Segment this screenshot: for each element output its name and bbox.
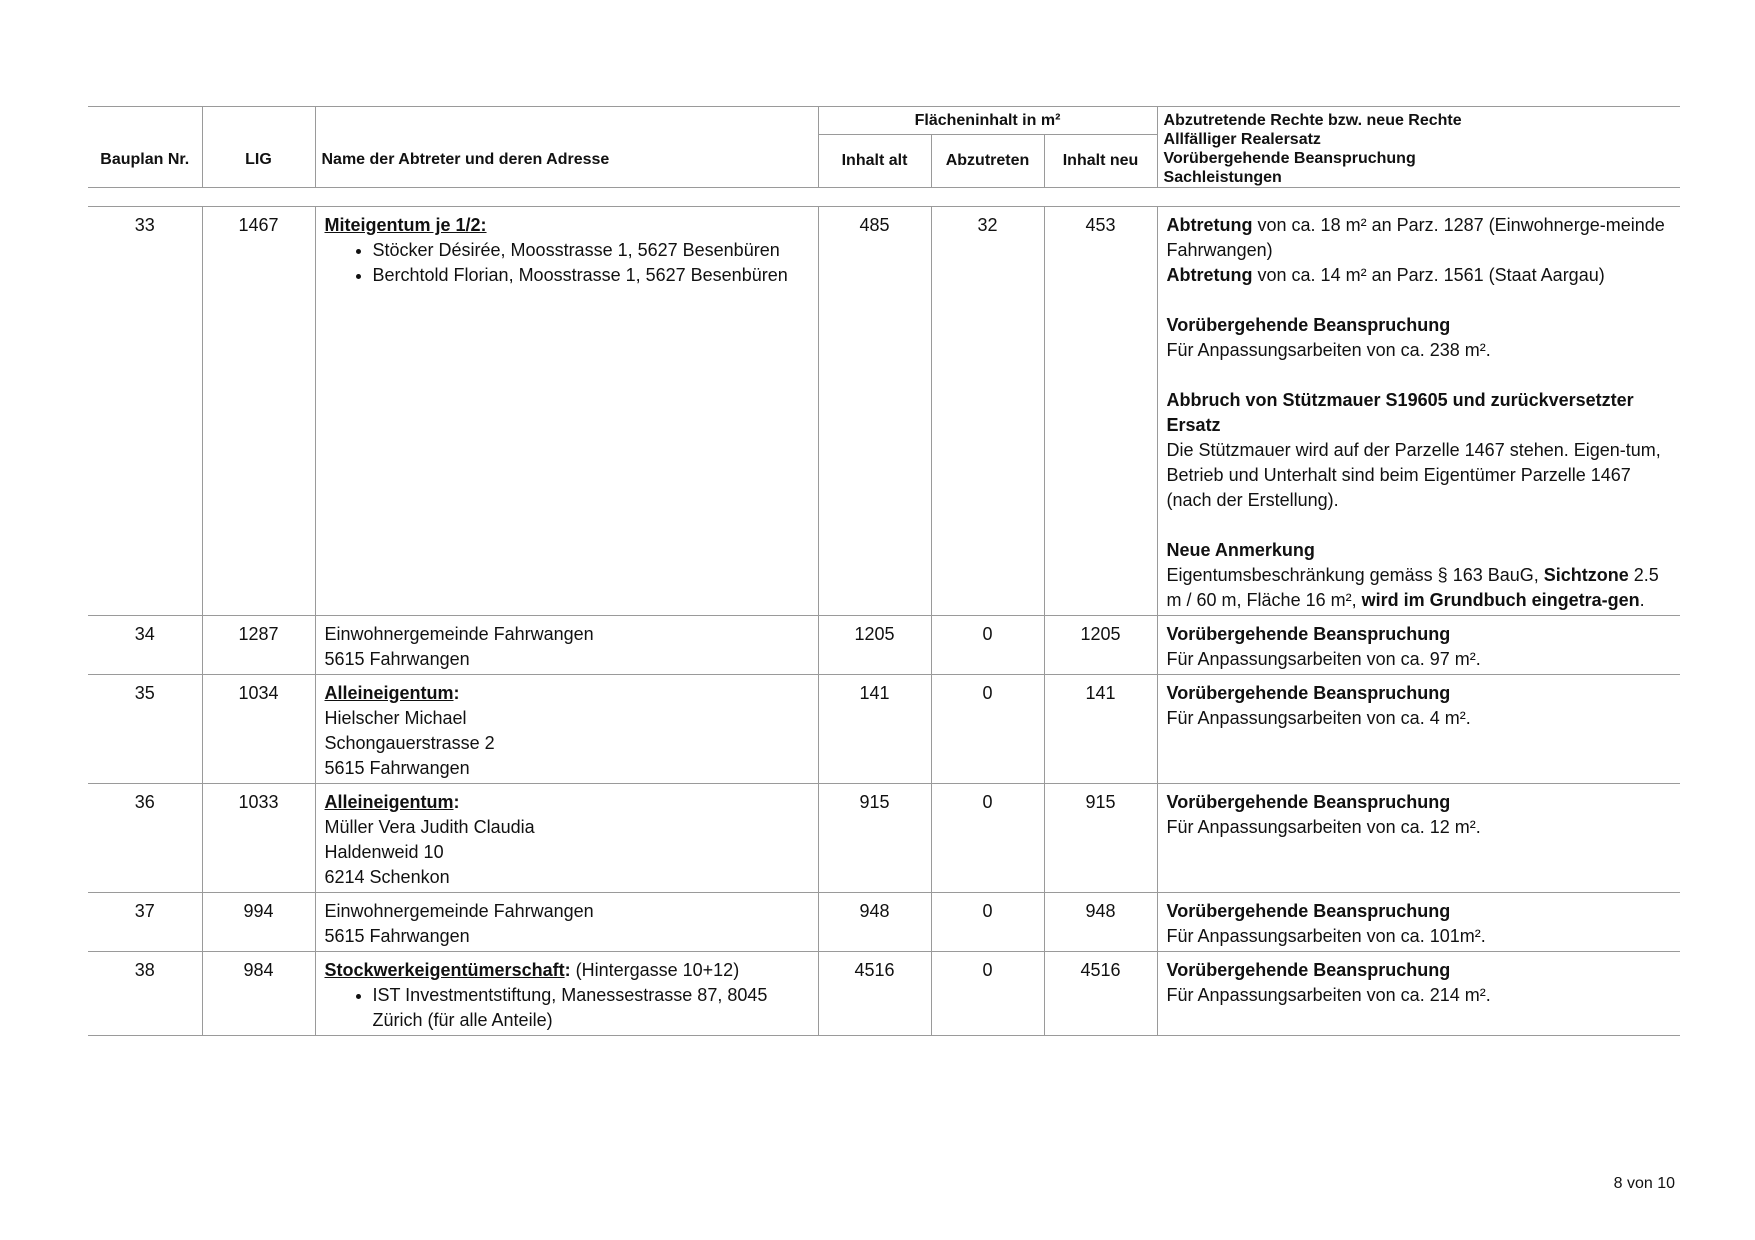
abtretung-line: [1167, 263, 1672, 288]
abzutreten-cell: 0: [931, 616, 1044, 675]
anm-text: .: [1639, 590, 1645, 610]
inhalt-alt-cell: 485: [818, 207, 931, 616]
owner-line: 5615 Fahrwangen: [324, 649, 470, 669]
list-item: • Berchtold Florian, Moosstrasse 1, 5627 Besenbüren: [373, 263, 809, 288]
lig-cell: 994: [202, 893, 315, 952]
owner-line: Schongauerstrasse 2: [324, 733, 495, 753]
owner-heading: Alleineigentum: [324, 792, 454, 812]
vb-title: Vorübergehende Beanspruchung: [1166, 901, 1451, 921]
abtretung-label: Abtretung: [1166, 215, 1253, 235]
table-row: [88, 616, 1680, 675]
owner-list: [325, 238, 809, 288]
document-page: [88, 106, 1680, 1036]
bauplan-cell: 36: [88, 784, 202, 893]
rechte-cell: [1157, 893, 1680, 952]
header-lig: LIG: [202, 107, 315, 188]
vb-title: Vorübergehende Beanspruchung: [1166, 960, 1451, 980]
abzutreten-cell: 0: [931, 952, 1044, 1036]
owner-line: 5615 Fahrwangen: [324, 926, 470, 946]
owner-heading-line: Stockwerkeigentümerschaft: (Hintergasse 10+12): [324, 960, 740, 980]
page-number: 8 von 10: [1613, 1175, 1675, 1192]
inhalt-neu-cell: 141: [1044, 675, 1157, 784]
abtretung-label: Abtretung: [1166, 265, 1253, 285]
abzutreten-cell: 0: [931, 893, 1044, 952]
owner-line: Haldenweid 10: [324, 842, 444, 862]
header-abzutreten: Abzutreten: [931, 135, 1044, 188]
header-name: Name der Abtreter und deren Adresse: [315, 107, 818, 188]
owner-line: Hielscher Michael: [324, 708, 467, 728]
owner-line: 6214 Schenkon: [324, 867, 450, 887]
owner-heading: Alleineigentum: [324, 683, 454, 703]
vb-title: Vorübergehende Beanspruchung: [1166, 683, 1451, 703]
vb-text: Für Anpassungsarbeiten von ca. 101m².: [1166, 926, 1486, 946]
header-flaeche: Flächeninhalt in m²: [818, 107, 1157, 135]
vb-text: Für Anpassungsarbeiten von ca. 238 m².: [1166, 340, 1491, 360]
rechte-cell: [1157, 784, 1680, 893]
abbruch-title: Abbruch von Stützmauer S19605 und zurückversetzter Ersatz: [1166, 390, 1634, 435]
table-row: [88, 784, 1680, 893]
list-item: • Stöcker Désirée, Moosstrasse 1, 5627 Besenbüren: [373, 238, 809, 263]
table-row: [88, 893, 1680, 952]
header-bauplan: Bauplan Nr.: [88, 107, 202, 188]
inhalt-alt-cell: 915: [818, 784, 931, 893]
rechte-cell: [1157, 616, 1680, 675]
bauplan-cell: 33: [88, 207, 202, 616]
expropriation-table: [88, 106, 1680, 1036]
vb-text: Für Anpassungsarbeiten von ca. 4 m².: [1166, 708, 1471, 728]
rechte-cell: [1157, 952, 1680, 1036]
lig-cell: 1034: [202, 675, 315, 784]
inhalt-alt-cell: 4516: [818, 952, 931, 1036]
inhalt-alt-cell: 948: [818, 893, 931, 952]
bauplan-cell: 34: [88, 616, 202, 675]
bauplan-cell: 35: [88, 675, 202, 784]
anm-text: Eigentumsbeschränkung gemäss § 163 BauG,: [1166, 565, 1544, 585]
owner-line: Einwohnergemeinde Fahrwangen: [324, 624, 594, 644]
owner-cell: [315, 616, 818, 675]
owner-cell: [315, 952, 818, 1036]
anm-text: 2.5 m / 60 m, Fläche 16 m²,: [1166, 565, 1659, 610]
header-rechte-line: Abzutretende Rechte bzw. neue Rechte: [1163, 112, 1462, 129]
inhalt-alt-cell: 1205: [818, 616, 931, 675]
inhalt-neu-cell: 1205: [1044, 616, 1157, 675]
vb-text: Für Anpassungsarbeiten von ca. 214 m².: [1166, 985, 1491, 1005]
owner-line: Einwohnergemeinde Fahrwangen: [324, 901, 594, 921]
header-rechte-line: Allfälliger Realersatz: [1163, 131, 1321, 148]
inhalt-neu-cell: 915: [1044, 784, 1157, 893]
owner-line: Müller Vera Judith Claudia: [324, 817, 535, 837]
owner-heading-suffix: (Hintergasse 10+12): [570, 960, 740, 980]
inhalt-neu-cell: 4516: [1044, 952, 1157, 1036]
abbruch-text: Die Stützmauer wird auf der Parzelle 1467 stehen. Eigen-tum, Betrieb und Unterhalt sind beim Eigentümer Parzelle 1467 (nach der Erstellung).: [1166, 440, 1661, 510]
table-row: [88, 207, 1680, 616]
owner-heading: Miteigentum je 1/2:: [324, 215, 487, 235]
owner-line: 5615 Fahrwangen: [324, 758, 470, 778]
lig-cell: 1287: [202, 616, 315, 675]
abtretung-text: von ca. 18 m² an Parz. 1287 (Einwohnerge-meinde Fahrwangen): [1166, 215, 1665, 260]
header-rechte-line: Vorübergehende Beanspruchung: [1163, 150, 1416, 167]
owner-cell: [315, 893, 818, 952]
owner-list: [325, 983, 809, 1033]
anm-bold: wird im Grundbuch eingetra-gen: [1361, 590, 1640, 610]
owner-heading-line: Alleineigentum:: [324, 683, 460, 703]
abtretung-line: [1167, 213, 1672, 263]
vb-title: Vorübergehende Beanspruchung: [1166, 792, 1451, 812]
lig-cell: 1467: [202, 207, 315, 616]
vb-title: Vorübergehende Beanspruchung: [1166, 315, 1451, 335]
owner-cell: [315, 675, 818, 784]
vb-title: Vorübergehende Beanspruchung: [1166, 624, 1451, 644]
bauplan-cell: 38: [88, 952, 202, 1036]
header-inhalt-alt: Inhalt alt: [818, 135, 931, 188]
header-rechte: [1157, 107, 1680, 188]
abzutreten-cell: 0: [931, 784, 1044, 893]
list-item: • IST Investmentstiftung, Manessestrasse 87, 8045 Zürich (für alle Anteile): [373, 983, 809, 1033]
owner-cell: [315, 207, 818, 616]
table-row: [88, 952, 1680, 1036]
inhalt-neu-cell: 453: [1044, 207, 1157, 616]
owner-heading: Stockwerkeigentümerschaft: [324, 960, 565, 980]
anmerkung-text: [1167, 563, 1672, 613]
lig-cell: 1033: [202, 784, 315, 893]
inhalt-alt-cell: 141: [818, 675, 931, 784]
vb-text: Für Anpassungsarbeiten von ca. 97 m².: [1166, 649, 1481, 669]
header-spacer: [88, 188, 1680, 207]
rechte-cell: [1157, 207, 1680, 616]
header-inhalt-neu: Inhalt neu: [1044, 135, 1157, 188]
owner-cell: [315, 784, 818, 893]
anmerkung-title: Neue Anmerkung: [1166, 540, 1315, 560]
owner-heading-line: Alleineigentum:: [324, 792, 460, 812]
lig-cell: 984: [202, 952, 315, 1036]
inhalt-neu-cell: 948: [1044, 893, 1157, 952]
abzutreten-cell: 32: [931, 207, 1044, 616]
abtretung-text: von ca. 14 m² an Parz. 1561 (Staat Aargau): [1252, 265, 1605, 285]
header-rechte-line: Sachleistungen: [1163, 169, 1282, 186]
table-row: [88, 675, 1680, 784]
abzutreten-cell: 0: [931, 675, 1044, 784]
anm-bold: Sichtzone: [1543, 565, 1629, 585]
rechte-cell: [1157, 675, 1680, 784]
bauplan-cell: 37: [88, 893, 202, 952]
vb-text: Für Anpassungsarbeiten von ca. 12 m².: [1166, 817, 1481, 837]
